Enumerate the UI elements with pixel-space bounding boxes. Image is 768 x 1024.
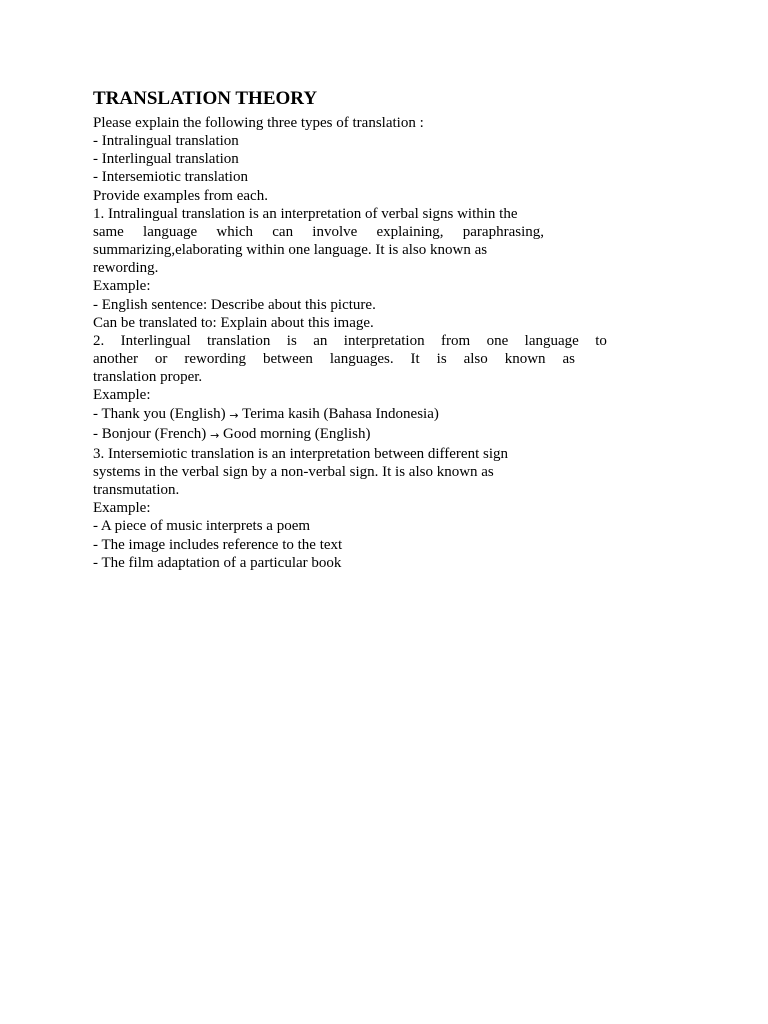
word: paraphrasing, (462, 223, 544, 240)
word: an (313, 332, 328, 349)
section3-line: systems in the verbal sign by a non-verbal sign. It is also known as (93, 463, 494, 480)
word: rewording (184, 351, 247, 368)
example-item: - The image includes reference to the text (93, 536, 343, 553)
word: or (154, 351, 168, 368)
word: interpretation (343, 332, 425, 349)
example-label: Example: (93, 387, 151, 404)
arrow-right-icon: → (229, 408, 239, 422)
section3-line: transmutation. (93, 482, 180, 499)
example-label: Example: (93, 278, 151, 295)
word: translation (207, 332, 271, 349)
example-source: - Bonjour (French) (93, 425, 207, 442)
word: to (595, 332, 607, 349)
type-item: - Intersemiotic translation (93, 169, 248, 186)
section2-line: translation proper. (93, 369, 203, 386)
example-item (93, 425, 613, 445)
word: as (562, 351, 575, 368)
word: explaining, (376, 223, 444, 240)
section2-justified-line (93, 332, 607, 350)
section1-line: summarizing,elaborating within one language. It is also known as (93, 242, 488, 259)
provide-text: Provide examples from each. (93, 187, 268, 204)
document-title: TRANSLATION THEORY (93, 88, 318, 109)
example-item: - The film adaptation of a particular book (93, 554, 342, 571)
example-item (93, 405, 613, 425)
example-label: Example: (93, 500, 151, 517)
example-target: Terima kasih (Bahasa Indonesia) (242, 405, 439, 422)
section1-line: 1. Intralingual translation is an interpretation of verbal signs within the (93, 205, 518, 222)
word: languages. (329, 351, 394, 368)
word: from (441, 332, 471, 349)
word: involve (312, 223, 358, 240)
word: between (262, 351, 313, 368)
word: another (93, 351, 138, 368)
arrow-right-icon: → (210, 428, 220, 442)
example-item: Can be translated to: Explain about this image. (93, 314, 374, 331)
word: can (272, 223, 294, 240)
section1-justified-line (93, 223, 544, 241)
word: is (436, 351, 447, 368)
section1-line: rewording. (93, 260, 159, 277)
example-target: Good morning (English) (223, 425, 371, 442)
section2-justified-line (93, 350, 575, 368)
word: known (504, 351, 546, 368)
document-page (93, 86, 613, 572)
word: It (410, 351, 420, 368)
word: 2. (93, 332, 105, 349)
word: which (216, 223, 254, 240)
word: same (93, 223, 124, 240)
word: one (486, 332, 509, 349)
word: Interlingual (120, 332, 191, 349)
word: language (143, 223, 198, 240)
word: also (463, 351, 488, 368)
example-item: - A piece of music interprets a poem (93, 518, 311, 535)
intro-text: Please explain the following three types of translation : (93, 115, 424, 131)
section3-line: 3. Intersemiotic translation is an interpretation between different sign (93, 445, 509, 462)
type-item: - Intralingual translation (93, 133, 239, 150)
word: language (524, 332, 579, 349)
example-source: - Thank you (English) (93, 405, 226, 422)
example-item: - English sentence: Describe about this picture. (93, 296, 376, 313)
word: is (286, 332, 297, 349)
type-item: - Interlingual translation (93, 151, 239, 168)
